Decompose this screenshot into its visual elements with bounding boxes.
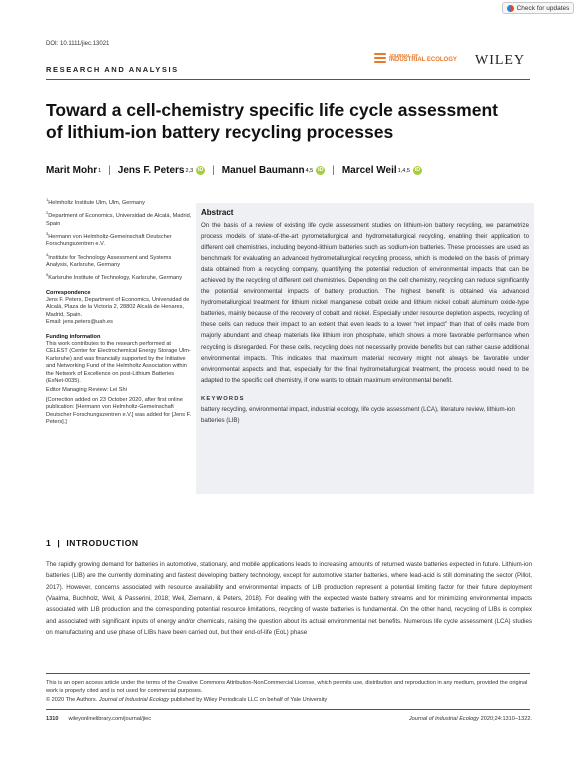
orcid-icon[interactable]: iD	[197, 167, 204, 173]
affiliation: $^3$Hermann von Helmholtz-Gemeinschaft Deutscher Forschungszentren e.V.	[46, 230, 172, 248]
page-footer	[46, 716, 532, 722]
correspondence-text: Jens F. Peters, Department of Economics, Universidad de Alcalá, Plaza de la Victoria 2, 28802 Alcalá de Henares, Madrid, Spain.	[46, 296, 190, 318]
editor-text: Editor Managing Review: Lei Shi	[46, 387, 127, 394]
article-title: Toward a cell-chemistry specific life cycle assessment of lithium-ion battery recycling processes	[46, 100, 498, 142]
author-affiliation-sup: 4,5	[305, 167, 314, 174]
copyright-line: © 2020 The Authors. Journal of Industrial Ecology published by Wiley Periodicals LLC on behalf of Yale University	[46, 696, 328, 703]
article-sidebar	[46, 196, 192, 426]
keywords-text: battery recycling, environmental impact, industrial ecology, life cycle assessment (LCA), literature review, lithium-ion batteries (LIB)	[201, 405, 515, 424]
author-separator: |	[332, 165, 335, 176]
correspondence-email[interactable]: Email: jens.peters@uah.es	[46, 319, 113, 326]
update-check-icon	[507, 5, 514, 12]
funding-heading: Funding information	[46, 333, 101, 340]
header-rule	[46, 79, 530, 80]
check-for-updates-label: Check for updates	[516, 4, 570, 12]
journal-logo-line2: INDUSTRIAL ECOLOGY	[389, 57, 457, 63]
author-list	[46, 165, 422, 176]
publisher-logo: WILEY	[475, 53, 526, 68]
author-name[interactable]: Jens F. Peters	[117, 165, 185, 176]
section-heading-introduction: 1 | INTRODUCTION	[46, 538, 139, 548]
keywords-heading: KEYWORDS	[201, 395, 245, 402]
doi-text: DOI: 10.1111/jiec.13021	[46, 41, 110, 47]
author-affiliation-sup: 2,3	[185, 167, 194, 174]
affiliation: $^1$Helmholtz Institute Ulm, Ulm, Germany	[46, 197, 145, 206]
author-separator: |	[212, 165, 215, 176]
check-for-updates-button[interactable]	[502, 2, 574, 14]
footer-rule	[46, 673, 530, 674]
journal-url[interactable]: wileyonlinelibrary.com/journal/jiec	[68, 716, 152, 722]
section-label: RESEARCH AND ANALYSIS	[46, 65, 179, 74]
affiliation: $^4$Institute for Technology Assessment and Systems Analysis, Karlsruhe, Germany	[46, 251, 172, 268]
correspondence-heading: Correspondence	[46, 289, 91, 296]
section-title: INTRODUCTION	[66, 538, 139, 548]
license-notice	[46, 679, 532, 704]
abstract-heading: Abstract	[201, 208, 234, 217]
orcid-icon[interactable]: iD	[317, 167, 324, 173]
author-separator: |	[108, 165, 111, 176]
footer-rule-2	[46, 709, 530, 710]
orcid-icon[interactable]: iD	[414, 167, 421, 173]
journal-logo	[374, 53, 457, 63]
license-text: This is an open access article under the terms of the Creative Commons Attribution-NonCommercial License, which permits use, distribution and reproduction in any medium, provided the original work is properly cited and is not used for commercial purposes.	[46, 680, 528, 695]
introduction-text: The rapidly growing demand for batteries in automotive, stationary, and mobile applications leads to increasing amounts of returned waste batteries expected in future. Lithium-ion batteries (LIB) are the currently dominating and fastest developing battery technology, except for automotive starter batteries, where lead-acid is still dominating the sector (Pillot, 2017). However, concerns associated with resource availability and environmental impacts of LIB production represent a potential limiting factor for their future deployment (Vaalma, Buchholz, Weil, & Passerini, 2018; Weil, Ziemann, & Peters, 2018). For dealing with the expected waste battery streams and for minimizing environmental impacts associated with LIB production and the corresponding potential resource limitations, recycling of waste batteries is fundamental. On the other hand, recycling of LIBs is complex and associated with significant inputs of energy and/or chemicals, raising the question about its actual environmental net benefits. Numerous life cycle assessment (LCA) studies on manufacturing and use phase of LIBs have been carried out, but their end-of-life (EoL) phase	[46, 561, 532, 637]
journal-logo-line1: JOURNAL OF	[389, 53, 419, 58]
citation-info: Journal of Industrial Ecology 2020;24:1310–1322.	[408, 716, 532, 722]
funding-text: This work contributes to the research performed at CELEST (Center for Electrochemical Energy Storage Ulm-Karlsruhe) and was financially supported by the Initiative and Networking Fund of the Helmholtz Association within the Network of Excellence on post-Lithium Batteries (ExNet-0035).	[46, 340, 191, 385]
abstract-box	[196, 203, 534, 494]
correction-note: [Correction added on 23 October 2020, after first online publication: [Hermann von Helmholtz-Gemeinschaft Deutscher Forschungszentren e.V.] was added for [Jens F. Peters].]	[46, 396, 191, 426]
affiliation: $^2$Department of Economics, Universidad de Alcalá, Madrid, Spain	[46, 210, 192, 227]
page-number: 1310	[46, 716, 59, 722]
author-name[interactable]: Marcel Weil	[341, 165, 397, 176]
author-affiliation-sup: 1	[98, 167, 102, 174]
section-number: 1	[46, 538, 52, 548]
author-name[interactable]: Manuel Baumann	[221, 165, 305, 176]
journal-logo-icon	[374, 53, 386, 63]
author-name[interactable]: Marit Mohr	[46, 165, 98, 176]
abstract-text: On the basis of a review of existing life cycle assessment studies on lithium-ion battery recycling, we parametrize process models of state-of-the-art pyrometallurgical and hydrometallurgical recycling, enabling their application to different cell chemistries, including beyond-lithium batteries such as sodium-ion batteries. These processes are used as benchmark for evaluating an advanced hydrometallurgical recycling process, which is modeled on the basis of primary data obtained from a recycling company, quantifying the potential reduction of environmental impacts that can be achieved by the recycling of different cell chemistries. Depending on the cell chemistry, recycling can reduce significantly the potential environmental impacts of battery production. The highest benefit is obtained via advanced hydrometallurgical treatment for lithium nickel manganese cobalt oxide and lithium nickel cobalt aluminum oxide-type batteries, mainly because of the recovery of cobalt and nickel. Especially under resource depletion aspects, recycling of these cells can reduce their impact to an extent that even leads to a lower “net impact” than that of cells made from majorly abundant and cheap materials like lithium iron phosphate, which shows a more favorable performance when recycling is disregarded. For these cells, recycling does not necessarily provide benefits but can rather cause additional environmental impacts. This indicates that maximum material recovery might not always be favorable under environmental aspects and that, especially for the final hydrometallurgical treatment, the process would need to be adapted to the specific cell chemistry, if one wants to obtain maximum environmental benefit.	[201, 222, 529, 384]
affiliation: $^5$Karlsruhe Institute of Technology, Karlsruhe, Germany	[46, 272, 183, 282]
author-affiliation-sup: 1,4,5	[397, 167, 410, 174]
